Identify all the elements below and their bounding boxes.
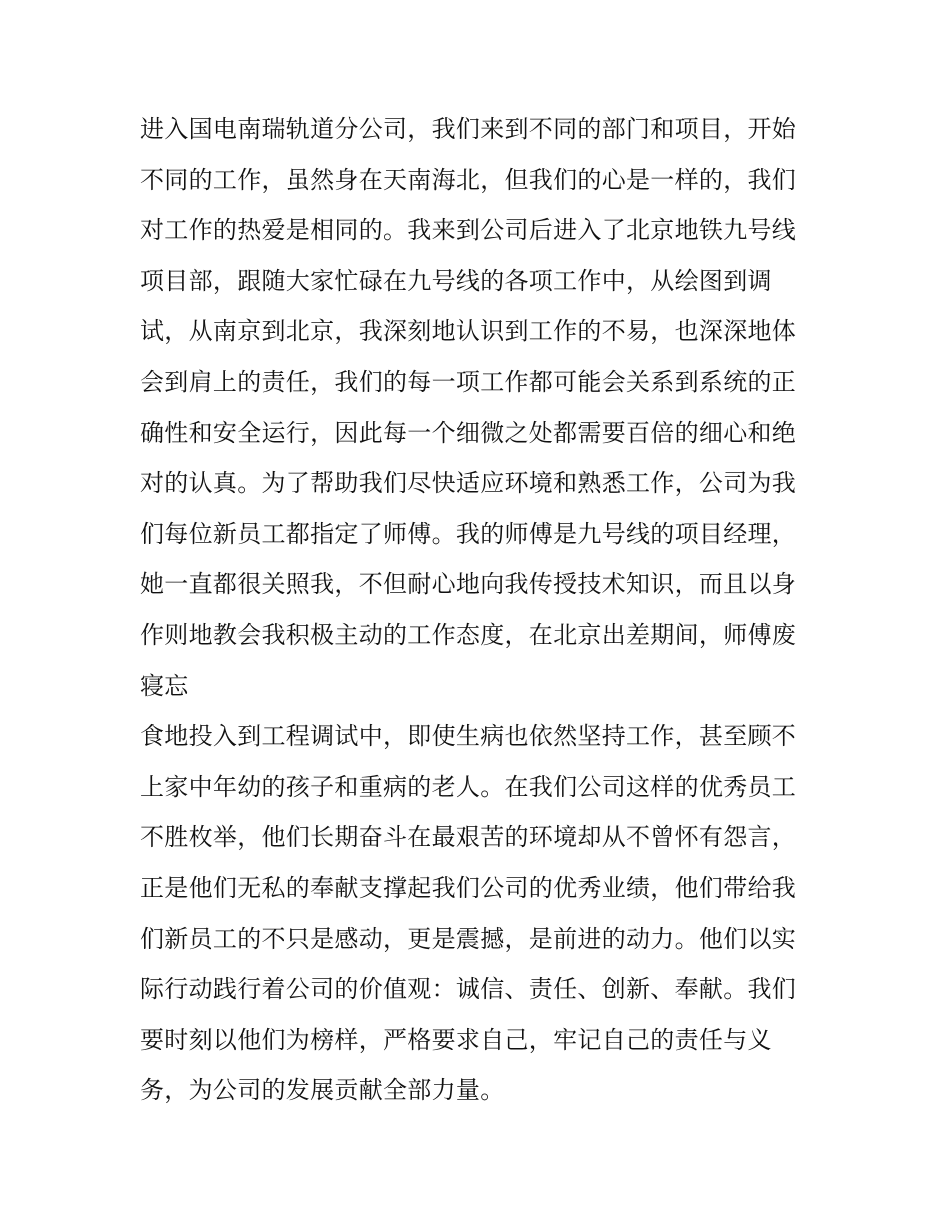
text-line: 们新员工的不只是感动，更是震撼，是前进的动力。他们以实: [140, 924, 797, 953]
text-line: 试，从南京到北京，我深刻地认识到工作的不易，也深深地体: [140, 317, 797, 346]
text-line: 项目部，跟随大家忙碌在九号线的各项工作中，从绘图到调: [140, 266, 772, 295]
text-line: 作则地教会我积极主动的工作态度，在北京出差期间，师傅废: [140, 620, 797, 649]
text-line: 要时刻以他们为榜样，严格要求自己，牢记自己的责任与义: [140, 1025, 772, 1054]
body-text: [140, 104, 820, 1116]
text-line: 际行动践行着公司的价值观：诚信、责任、创新、奉献。我们: [140, 975, 797, 1004]
text-line: 务，为公司的发展贡献全部力量。: [140, 1076, 505, 1105]
text-line: 不胜枚举，他们长期奋斗在最艰苦的环境却从不曾怀有怨言，: [140, 823, 797, 852]
text-line: 食地投入到工程调试中，即使生病也依然坚持工作，甚至顾不: [140, 722, 797, 751]
text-line: 确性和安全运行，因此每一个细微之处都需要百倍的细心和绝: [140, 418, 797, 447]
text-line: 们每位新员工都指定了师傅。我的师傅是九号线的项目经理，: [140, 519, 797, 548]
text-line: 寝忘: [140, 671, 189, 700]
text-line: 会到肩上的责任，我们的每一项工作都可能会关系到系统的正: [140, 367, 797, 396]
text-line: 对工作的热爱是相同的。我来到公司后进入了北京地铁九号线: [140, 216, 797, 245]
text-line: 正是他们无私的奉献支撑起我们公司的优秀业绩，他们带给我: [140, 873, 797, 902]
text-line: 对的认真。为了帮助我们尽快适应环境和熟悉工作，公司为我: [140, 469, 797, 498]
text-line: 她一直都很关照我，不但耐心地向我传授技术知识，而且以身: [140, 570, 797, 599]
text-line: 上家中年幼的孩子和重病的老人。在我们公司这样的优秀员工: [140, 772, 797, 801]
text-line: 进入国电南瑞轨道分公司，我们来到不同的部门和项目，开始: [140, 115, 797, 143]
text-line: 不同的工作，虽然身在天南海北，但我们的心是一样的，我们: [140, 165, 797, 194]
